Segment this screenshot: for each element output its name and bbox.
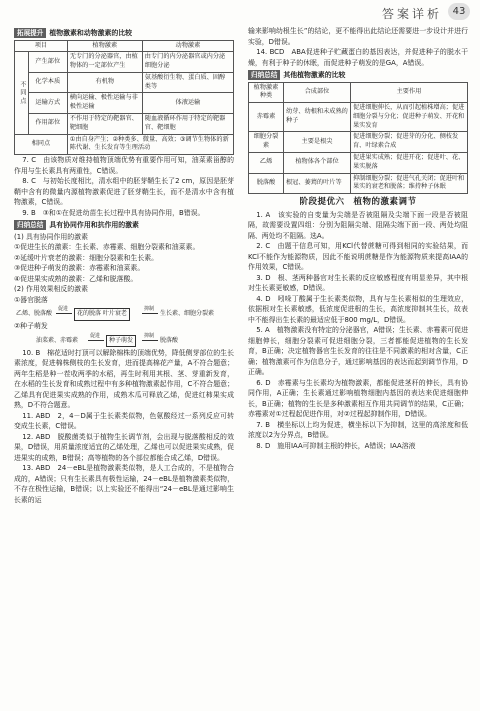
stage-answer-7: 7. B 横坐标以上均为促进，横坐标以下为抑制，这里的高浓度和低浓度以2为分界点，B错误。 bbox=[248, 420, 468, 440]
diagram2-arrow bbox=[88, 340, 104, 341]
table1-cell: 体液运输 bbox=[142, 93, 233, 114]
diagram1-promote: 促进 bbox=[58, 306, 69, 313]
table1-cell: 由专门的内分泌器官或内分泌细胞分泌 bbox=[142, 52, 233, 73]
table1-head: 项目 bbox=[15, 40, 68, 52]
stage-answer-4: 4. D 吲哚丁酸属于生长素类似物，具有与生长素相似的生理效应，依据根对生长素敏感，低浓度促进根的生长，高浓度抑制其生长，故表中不能得出生长素的最适应低于800 mg/L，D错误。 bbox=[248, 294, 468, 324]
table3-tag: 归纳总结 bbox=[248, 70, 280, 80]
answer-11: 11. ABD 2，4－D属于生长素类似物，色氨酸经过一系列反应可转变成生长素，C错误。 bbox=[14, 411, 234, 431]
table1-cell: 化学本质 bbox=[28, 72, 67, 93]
table3-cell: 促进细胞分裂；促进芽的分化、侧枝发育、叶绿素合成 bbox=[351, 132, 468, 153]
diagram2-right: 脱落酸 bbox=[160, 336, 179, 344]
table1-title: 植物激素和动物激素的比较 bbox=[49, 29, 133, 37]
diagram2-promote: 促进 bbox=[90, 332, 101, 339]
stage-answer-1: 1. A 该实验的自变量为尖端是否被阻隔及尖端下面一段是否被阻隔，故需要设置四组：分别为阻隔尖端、阻隔尖端下面一段、两处均阻隔、两处均不阻隔。选A。 bbox=[248, 210, 468, 240]
stage-answer-5: 5. A 植物激素没有特定的分泌器官，A错误；生长素、赤霉素可促进细胞伸长，细胞分裂素可促进细胞分裂，三者都能促进植物的生长发育，B正确；决定植物器官生长发育的往往是不同激素的相对含量，C正确；植物激素可作为信息分子，通过影响基因的表达而起到调节作用，D正确。 bbox=[248, 326, 468, 377]
stage-answer-2: 2. C 由题干信息可知，用KCl代替蔗糖可得到相同的实验结果，而KCl不能作为能源物质，因此不能说明蔗糖是作为能源物质来提高IAA的作用效果，C错误。 bbox=[248, 242, 468, 272]
answer-13-continued: 输来影响幼根生长”的结论，更不能得出此结论还需要进一步设计并进行实验，D错误。 bbox=[248, 27, 468, 46]
summary2-tag: 归纳总结 bbox=[14, 220, 46, 230]
summary2-line: ③促进种子萌发的激素：赤霉素和油菜素。 bbox=[14, 264, 145, 273]
answer-8: 8. C 与初始长度相比，清水组中的胚芽鞘生长了2 cm，原因是胚芽鞘中含有的微量内源植物激素促进了胚芽鞘生长，而不是清水中含有植物激素，C错误。 bbox=[14, 177, 234, 207]
table1-heading bbox=[14, 28, 234, 39]
table3-cell: 促进细胞伸长，从而引起植株增高；促进细胞分裂与分化；促进种子萌发、开花和果实发育 bbox=[351, 103, 468, 132]
stage-answer-6: 6. D 赤霉素与生长素均为植物激素，都能促进茎秆的伸长，具有协同作用，A正确；生长素通过影响植物细胞内基因的表达来促进细胞伸长，B正确；植物的生长是多种激素相互作用共同调节的结果，C正确；赤霉素对①过程起促进作用，对②过程起抑制作用，D错误。 bbox=[248, 378, 468, 419]
answer-13: 13. ABD 24－eBL是植物激素类似物，是人工合成的，不是植物合成的，A错误；只有生长素具有极性运输，24－eBL是植物激素类似物，不存在极性运输，B错误；以上实验还不能得出“24－eBL是通过影响生长素的运 bbox=[14, 464, 234, 504]
table3-title: 其他植物激素的比较 bbox=[283, 71, 346, 79]
table3-cell: 促进果实成熟；促进开花；促进叶、花、果实脱落 bbox=[351, 153, 468, 174]
answer-9: 9. B ③和①在促进幼苗生长过程中具有协同作用，B错误。 bbox=[22, 208, 205, 217]
table3-cell: 幼芽、幼根和未成熟的种子 bbox=[284, 103, 351, 132]
organ-drop-diagram bbox=[14, 305, 234, 321]
table1-cell: 随血液循环作用于特定的靶器官、靶细胞 bbox=[142, 114, 233, 135]
diagram1-inhibit: 抑制 bbox=[144, 306, 155, 313]
answer-12: 12. ABD 脱酸菌类似于植物生长调节剂，会出现与脱落酸相反的效果，D错误，用质量浓度适宜的乙烯处理，乙烯也可以促进果实成熟，促进果实的成熟，B错误；高等植物的各个部位都能合成乙烯，D错误。 bbox=[14, 432, 234, 462]
header-label: 答案详析 bbox=[381, 7, 442, 21]
table1-cell: 有机物 bbox=[67, 72, 142, 93]
table1-same-label: 相同点 bbox=[15, 134, 68, 155]
summary2-line: ①促进生长的激素：生长素、赤霉素、细胞分裂素和油菜素。 bbox=[14, 243, 200, 252]
table3-cell: 脱落酸 bbox=[249, 173, 284, 194]
table3-head: 植物激素种类 bbox=[249, 82, 284, 103]
answer-10: 10. B 棉花适时打顶可以解除棉株的顶端优势，降低侧芽部位的生长素浓度，促进棉株侧枝的生长发育，进而提高棉花产量，A不符合题意；两年生稻是种一茬收两季的水稻，再生时利用其根、茎、芽重新发育，在水稻的生长发育和成熟过程中有多种植物激素起作用，C不符合题意；乙烯具有促进果实成熟的作用，成熟木瓜可释放乙烯，促进红柿果实成熟，D不符合题意。 bbox=[14, 348, 234, 410]
diagram2-inhibit: 抑制 bbox=[144, 332, 155, 339]
diagram2-arrow bbox=[142, 340, 158, 341]
table1-head: 植物激素 bbox=[67, 40, 142, 52]
answer-7: 7. C 由该物质对维持植物顶端优势有重要作用可知，油菜素甾醇的作用与生长素具有两重性，C错误。 bbox=[14, 156, 234, 175]
table1-tag: 拓展提升 bbox=[14, 28, 46, 38]
summary2-line: ②延缓叶片衰老的激素：细胞分裂素和生长素。 bbox=[14, 253, 158, 262]
diagram2-center: 种子萌发 bbox=[106, 335, 136, 348]
summary2-title: 具有协同作用和抗作用的激素 bbox=[49, 221, 139, 230]
diagram1-left: 乙烯、脱落酸 bbox=[16, 310, 53, 318]
table3-head: 合成部位 bbox=[284, 82, 351, 103]
table3-cell: 乙烯 bbox=[249, 153, 284, 174]
diagram1-arrow bbox=[142, 313, 158, 314]
table3-heading bbox=[248, 70, 468, 81]
page-header bbox=[0, 0, 480, 24]
table3-head: 主要作用 bbox=[351, 82, 468, 103]
summary2-line: (2) 作用效果相反的激素 bbox=[14, 285, 88, 294]
page-number: 43 bbox=[448, 3, 470, 20]
table1-cell: 氨基酸衍生物、蛋白质、固醇类等 bbox=[142, 72, 233, 93]
stage-answer-8: 8. D 施用IAA可抑制主根的伸长，A错误；IAA溶液 bbox=[256, 441, 416, 450]
table1-cell: 横向运输、极性运输与非极性运输 bbox=[67, 93, 142, 114]
table3-cell: 根冠、萎蔫的叶片等 bbox=[284, 173, 351, 194]
table1-same-text: ①由自身产生；②种类多、微量、高效；③调节生物体的新陈代谢、生长发育等生理活动 bbox=[67, 134, 233, 155]
table3-cell: 植物体各个部位 bbox=[284, 153, 351, 174]
table1-cell: 运输方式 bbox=[28, 93, 67, 114]
table1-cell: 产生部位 bbox=[28, 52, 67, 73]
table1-cell: 作用部位 bbox=[28, 114, 67, 135]
table1-cell: 不作用于特定的靶器官、靶细胞 bbox=[67, 114, 142, 135]
left-column bbox=[14, 26, 234, 505]
answer-14: 14. BCD ABA促进种子贮藏蛋白的基因表达，并促进种子的脱水干燥，有利于种子的休眠，而促进种子萌发的是GA，A错误。 bbox=[248, 48, 468, 67]
table3-cell: 抑制细胞分裂；促进气孔关闭；促进叶和果实的衰老和脱落；维持种子休眠 bbox=[351, 173, 468, 194]
summary2-line: ①器官脱落 bbox=[14, 295, 48, 304]
table3-cell: 赤霉素 bbox=[249, 103, 284, 132]
table3-cell: 细胞分裂素 bbox=[249, 132, 284, 153]
table1-cell: 无专门的分泌器官，由植物体的一定部位产生 bbox=[67, 52, 142, 73]
diagram1-right: 生长素、细胞分裂素 bbox=[160, 310, 215, 318]
summary2-line: (1) 具有协同作用的激素 bbox=[14, 232, 88, 241]
table3-cell: 主要是根尖 bbox=[284, 132, 351, 153]
diagram2-left: 油菜素、赤霉素 bbox=[36, 336, 79, 344]
other-hormones-table bbox=[248, 82, 468, 195]
stage-title: 阶段提优六 植物的激素调节 bbox=[299, 197, 417, 208]
table1-head: 动物激素 bbox=[142, 40, 233, 52]
summary2-seed: ②种子萌发 bbox=[14, 322, 48, 331]
diagram1-arrow bbox=[56, 313, 72, 314]
diagram1-center: 花的脱落 叶片衰老 bbox=[74, 308, 130, 321]
right-column bbox=[248, 26, 468, 451]
hormone-comparison-table bbox=[14, 40, 234, 156]
table1-side-label: 不同点 bbox=[15, 52, 29, 134]
seed-germination-diagram bbox=[14, 332, 234, 348]
summary2-line: ④促进果实成熟的激素：乙烯和脱落酸。 bbox=[14, 274, 138, 283]
stage-answer-3: 3. D 根、茎两种器官对生长素的反应敏感程度有明显差异，其中根对生长素更敏感，D错误。 bbox=[248, 273, 468, 293]
summary2-heading bbox=[14, 220, 234, 231]
